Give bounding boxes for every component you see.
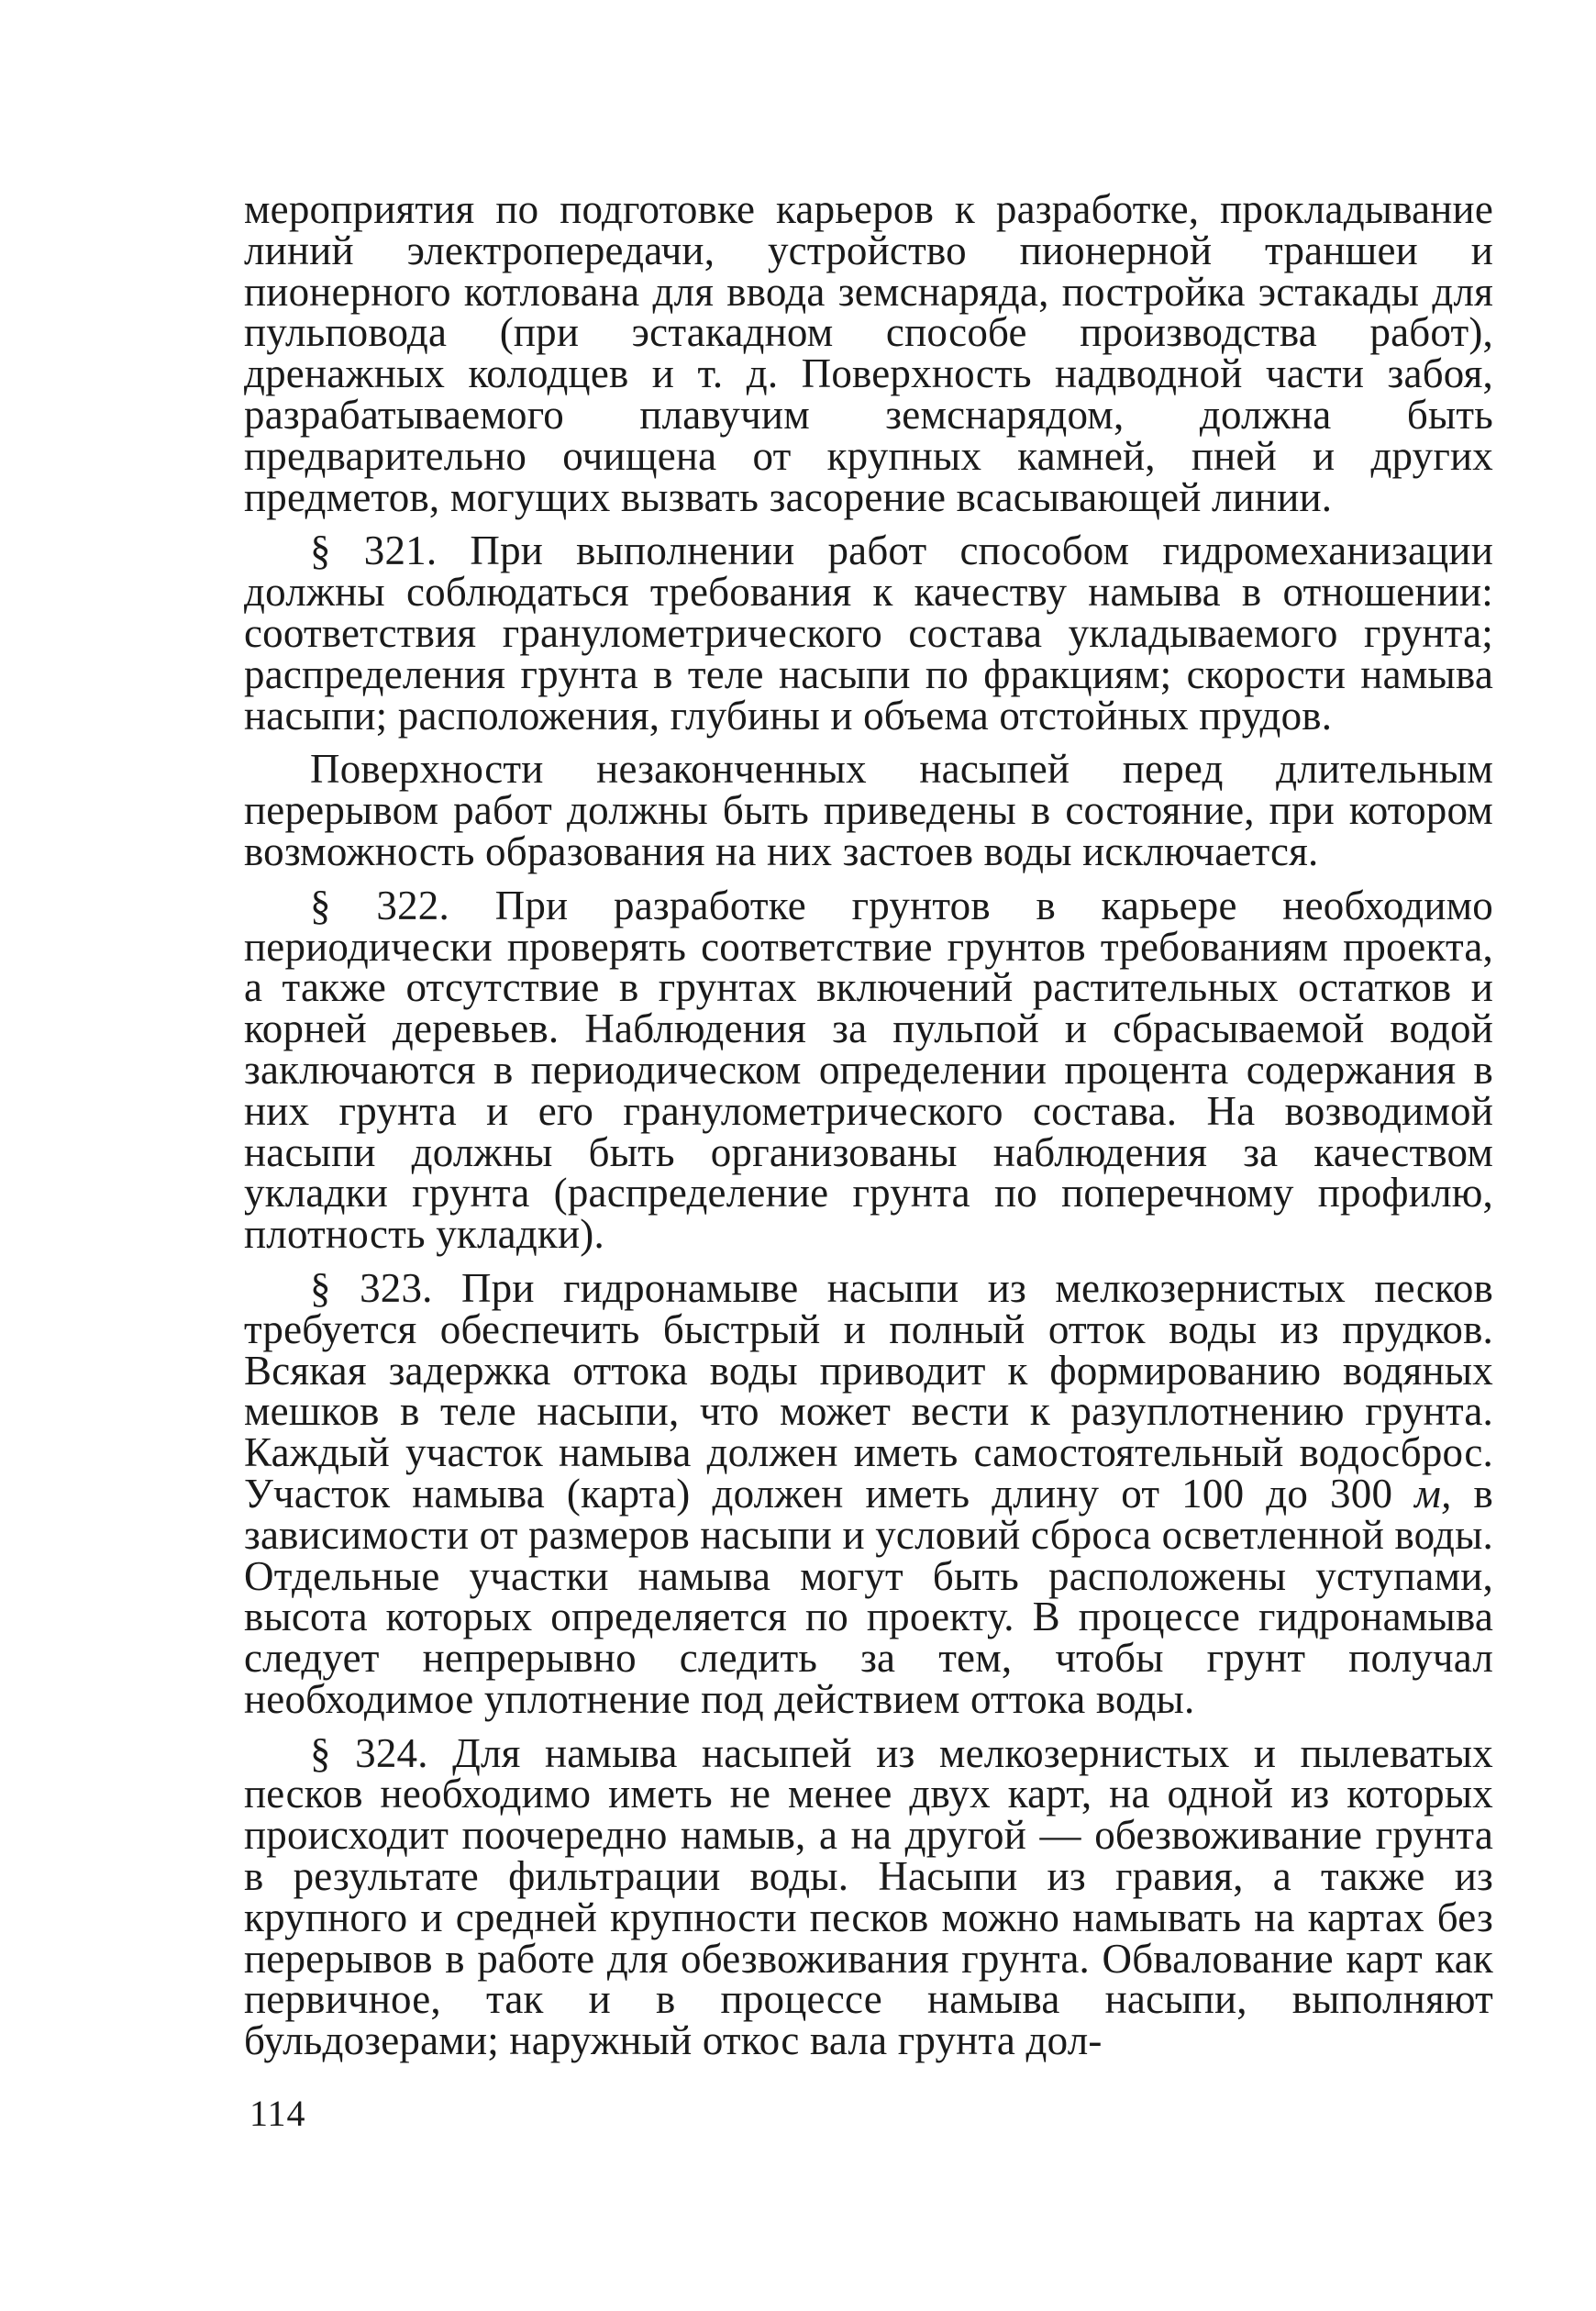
- paragraph-323: [244, 1264, 1494, 1722]
- paragraph-323-text-end: в зависимости от размеров насыпи и условий сброса осветленной воды. Отдельные участки намыва могут быть расположены уступами, высота которых определяется по проекту. В процессе гидронамыва следует непрерывно следить за тем, чтобы грунт получал необходимое уплотнение под действием оттока воды.: [244, 1470, 1494, 1722]
- paragraph-continuation: мероприятия по подготовке карьеров к разработке, прокладывание линий электропередачи, устройство пионерной траншеи и пионерного котлована для ввода земснаряда, постройка эстакады для пульповода (при эстакадном способе производства работ), дренажных колодцев и т. д. Поверхность надводной части забоя, разрабатываемого плавучим земснарядом, должна быть предварительно очищена от крупных камней, пней и других предметов, могущих вызвать засорение всасывающей линии.: [244, 186, 1493, 520]
- unit-meters: м,: [1414, 1470, 1452, 1517]
- paragraph-323-text-start: § 323. При гидронамыве насыпи из мелкозернистых песков требуется обеспечить быстрый и полный отток воды из прудков. Всякая задержка оттока воды приводит к формированию водяных мешков в теле насыпи, что может вести к разуплотнению грунта. Каждый участок намыва должен иметь самостоятельный водосброс. Участок намыва (карта) должен иметь длину от 100 до 300: [244, 1264, 1493, 1517]
- page-number: 114: [249, 2093, 306, 2134]
- paragraph-324: § 324. Для намыва насыпей из мелкозернистых и пылеватых песков необходимо иметь не менее двух карт, на одной из которых происходит поочередно намыв, а на другой — обезвоживание грунта в результате фильтрации воды. Насыпи из гравия, а также из крупного и средней крупности песков можно намывать на картах без перерывов в работе для обезвоживания грунта. Обвалование карт как первичное, так и в процессе намыва насыпи, выполняют бульдозерами; наружный откос вала грунта дол-: [244, 1729, 1493, 2064]
- paragraph-321: § 321. При выполнении работ способом гидромеханизации должны соблюдаться требования к качеству намыва в отношении: соответствия гранулометрического состава укладываемого грунта; распределения грунта в теле насыпи по фракциям; скорости намыва насыпи; расположения, глубины и объема отстойных прудов.: [244, 528, 1493, 739]
- paragraph-322: § 322. При разработке грунтов в карьере необходимо периодически проверять соответствие грунтов требованиям проекта, а также отсутствие в грунтах включений растительных остатков и корней деревьев. Наблюдения за пульпой и сбрасываемой водой заключаются в периодическом определении процента содержания в них грунта и его гранулометрического состава. На возводимой насыпи должны быть организованы наблюдения за качеством укладки грунта (распределение грунта по поперечному профилю, плотность укладки).: [244, 882, 1493, 1258]
- paragraph-unfinished-embankments: Поверхности незаконченных насыпей перед длительным перерывом работ должны быть приведены в состояние, при котором возможность образования на них застоев воды исключается.: [244, 746, 1493, 874]
- page-body: [244, 186, 1494, 2064]
